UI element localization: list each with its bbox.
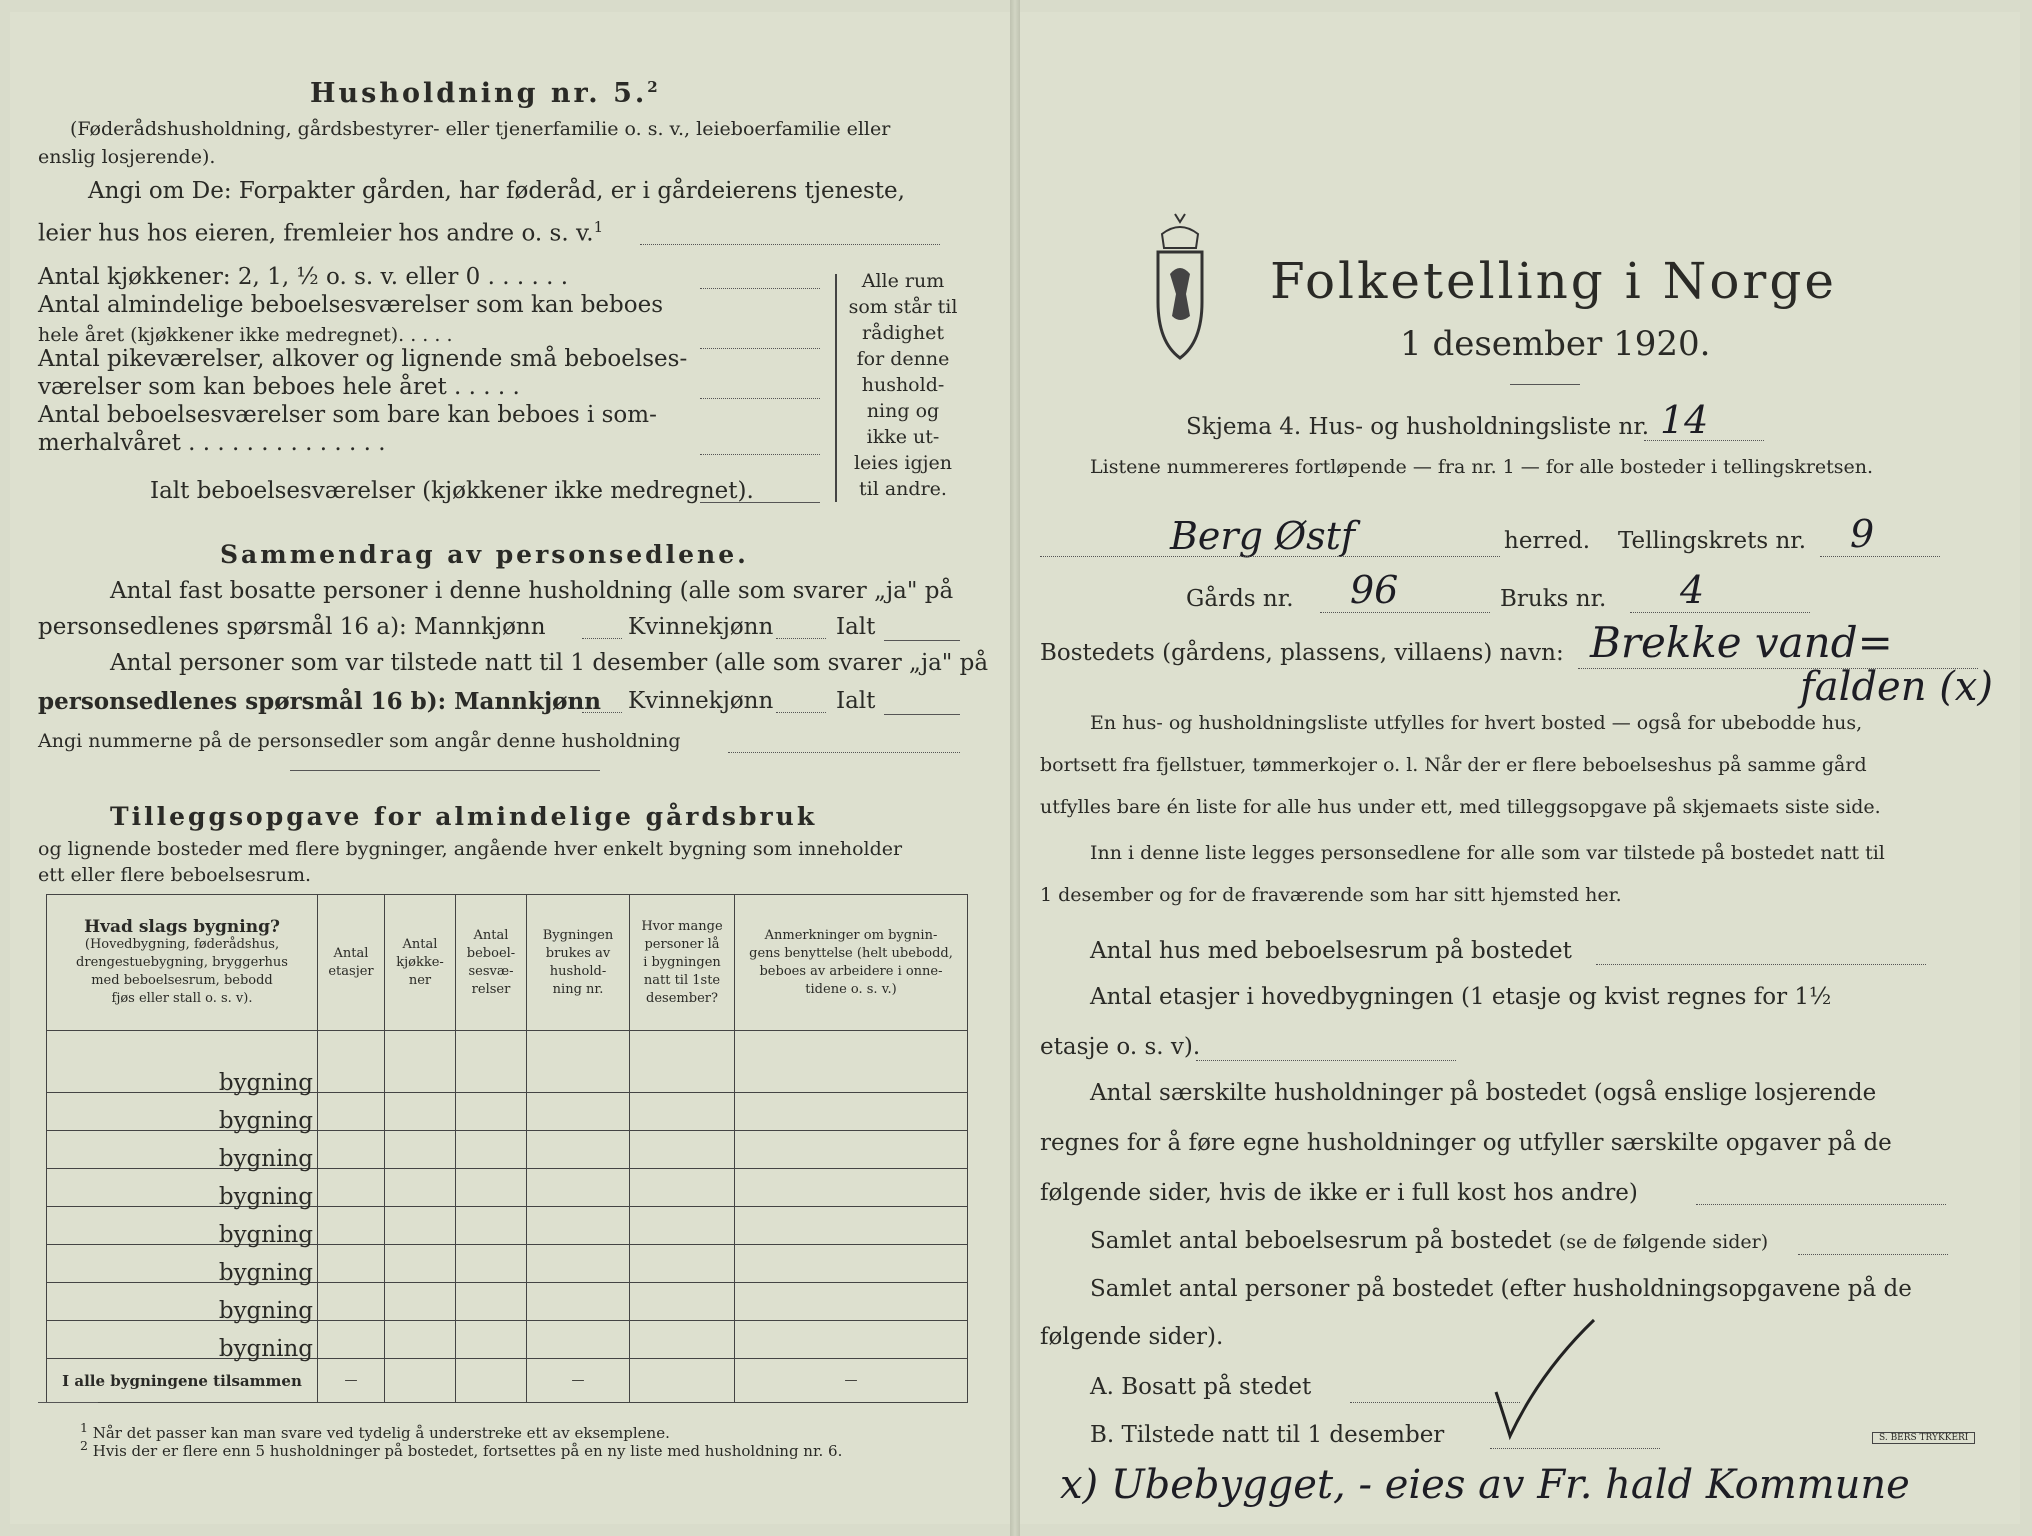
gards-label: Gårds nr.	[1186, 586, 1294, 612]
household-note-2: enslig losjerende).	[38, 146, 216, 168]
rooms-maid-1: Antal pikeværelser, alkover og lignende små beboelses-	[38, 346, 688, 372]
q-etasjer-2: etasje o. s. v).	[1040, 1034, 1201, 1060]
household-heading: Husholdning nr. 5.$^2$	[310, 78, 661, 109]
building-cell-anmerkninger[interactable]	[735, 1169, 968, 1207]
herred-line[interactable]	[1040, 556, 1500, 557]
total-row-label: I alle bygningene tilsammen	[47, 1359, 318, 1403]
building-cell-beboelsesv[interactable]	[456, 1093, 527, 1131]
rooms-kitchens: Antal kjøkkener: 2, 1, ½ o. s. v. eller 0 . . . . . .	[38, 264, 569, 290]
krets-label: Tellingskrets nr.	[1618, 528, 1807, 554]
building-row	[47, 1245, 968, 1283]
men-2-line[interactable]	[582, 712, 622, 713]
building-cell-anmerkninger[interactable]	[735, 1283, 968, 1321]
building-cell-personer[interactable]	[630, 1093, 735, 1131]
summary-2a: Antal personer som var tilstede natt til 1 desember (alle som svarer „ja" på	[110, 650, 989, 676]
building-cell-etasjer[interactable]	[318, 1283, 385, 1321]
building-row	[47, 1031, 968, 1093]
building-cell-kjokkener[interactable]	[385, 1321, 456, 1359]
building-cell-etasjer[interactable]	[318, 1093, 385, 1131]
building-cell-etasjer[interactable]	[318, 1031, 385, 1093]
rooms-brace	[835, 274, 837, 502]
building-row	[47, 1283, 968, 1321]
q-hush-3: følgende sider, hvis de ikke er i full kost hos andre)	[1040, 1180, 1638, 1206]
schema-number-hand: 14	[1660, 398, 1709, 442]
women-1-line[interactable]	[776, 638, 826, 639]
right-page	[1020, 12, 2020, 1524]
building-cell-beboelsesv[interactable]	[456, 1283, 527, 1321]
bosted-value-hand-1: Brekke vand=	[1590, 618, 1893, 667]
rooms-summer-1: Antal beboelsesværelser som bare kan beboes i som-	[38, 402, 657, 428]
building-cell-anmerkninger[interactable]	[735, 1207, 968, 1245]
building-cell-type[interactable]: bygning	[47, 1031, 318, 1093]
building-cell-etasjer[interactable]	[318, 1131, 385, 1169]
building-cell-personer[interactable]	[630, 1131, 735, 1169]
building-cell-kjokkener[interactable]	[385, 1283, 456, 1321]
coat-of-arms-icon	[1150, 212, 1210, 362]
total-2-line[interactable]	[884, 714, 960, 715]
building-cell-brukes[interactable]	[527, 1283, 630, 1321]
census-date: 1 desember 1920.	[1400, 324, 1711, 364]
building-cell-kjokkener[interactable]	[385, 1207, 456, 1245]
building-cell-kjokkener[interactable]	[385, 1131, 456, 1169]
intro-1: En hus- og husholdningsliste utfylles for hvert bosted — også for ubebodde hus,	[1090, 712, 1863, 734]
building-cell-kjokkener[interactable]	[385, 1245, 456, 1283]
maid-answer-line[interactable]	[700, 398, 820, 399]
rooms-ordinary-2: hele året (kjøkkener ikke medregnet). . . . .	[38, 324, 453, 346]
building-cell-type[interactable]: bygning	[47, 1169, 318, 1207]
gards-line[interactable]	[1320, 612, 1490, 613]
title-rule	[1510, 384, 1580, 385]
women-1-label: Kvinnekjønn	[628, 614, 774, 640]
q-pers-2: følgende sider).	[1040, 1324, 1224, 1350]
intro-2: bortsett fra fjellstuer, tømmerkojer o. l. Når der er flere beboelseshus på samme gård	[1040, 754, 1867, 776]
bruks-number-hand: 4	[1680, 568, 1705, 612]
total-personer[interactable]	[630, 1359, 735, 1403]
building-row	[47, 1169, 968, 1207]
intro-4: Inn i denne liste legges personsedlene for alle som var tilstede på bostedet natt til	[1090, 842, 1885, 864]
building-cell-anmerkninger[interactable]	[735, 1321, 968, 1359]
left-page	[10, 12, 1010, 1524]
building-cell-personer[interactable]	[630, 1283, 735, 1321]
building-row	[47, 1321, 968, 1359]
building-cell-brukes[interactable]	[527, 1031, 630, 1093]
footnote-rule	[38, 1402, 98, 1403]
building-cell-beboelsesv[interactable]	[456, 1207, 527, 1245]
q-hush-line[interactable]	[1696, 1204, 1946, 1205]
bosted-line[interactable]	[1578, 668, 1978, 669]
summary-1a: Antal fast bosatte personer i denne husholdning (alle som svarer „ja" på	[110, 578, 954, 604]
bruks-label: Bruks nr.	[1500, 586, 1607, 612]
intro-3: utfylles bare én liste for alle hus under ett, med tilleggsopgave på skjemaets siste side.	[1040, 796, 1881, 818]
women-2-label: Kvinnekjønn	[628, 688, 774, 714]
schema-number-line[interactable]	[1644, 440, 1764, 441]
building-row	[47, 1207, 968, 1245]
col-personer-header: Hvor mange personer lå i bygningen natt til 1ste desember?	[630, 895, 735, 1031]
total-beboelsesv[interactable]	[456, 1359, 527, 1403]
schema-note: Listene nummereres fortløpende — fra nr. 1 — for alle bosteder i tellingskretsen.	[1090, 456, 1874, 478]
building-cell-brukes[interactable]	[527, 1169, 630, 1207]
q-hus-line[interactable]	[1596, 964, 1926, 965]
q-etasjer-1: Antal etasjer i hovedbygningen (1 etasje og kvist regnes for 1½	[1090, 984, 1832, 1010]
census-title: Folketelling i Norge	[1270, 252, 1837, 310]
bosted-label: Bostedets (gårdens, plassens, villaens) navn:	[1040, 640, 1564, 666]
summary-2b: personsedlenes spørsmål 16 b): Mannkjønn	[38, 688, 601, 715]
building-cell-type[interactable]: bygning	[47, 1245, 318, 1283]
building-cell-beboelsesv[interactable]	[456, 1321, 527, 1359]
building-cell-personer[interactable]	[630, 1245, 735, 1283]
rooms-total-label: Ialt beboelsesværelser (kjøkkener ikke medregnet).	[150, 478, 754, 504]
b-tilstede: B. Tilstede natt til 1 desember	[1090, 1422, 1445, 1448]
section-divider	[290, 770, 600, 771]
footer-hand-note: x) Ubebygget, - eies av Fr. hald Kommune	[1060, 1462, 1910, 1508]
footnote-1: $^1$ Når det passer kan man svare ved tydelig å understreke ett av eksemplene.	[80, 1420, 670, 1442]
total-anmerkninger: —	[735, 1359, 968, 1403]
building-row	[47, 1093, 968, 1131]
building-cell-beboelsesv[interactable]	[456, 1245, 527, 1283]
building-cell-etasjer[interactable]	[318, 1169, 385, 1207]
household-note-1: (Føderådshusholdning, gårdsbestyrer- eller tjenerfamilie o. s. v., leieboerfamilie eller	[70, 118, 891, 140]
ordinary-answer-line[interactable]	[700, 348, 820, 349]
nummerne-line[interactable]	[728, 752, 960, 753]
intro-5: 1 desember og for de fraværende som har sitt hjemsted her.	[1040, 884, 1622, 906]
building-cell-type[interactable]: bygning	[47, 1093, 318, 1131]
q-hush-1: Antal særskilte husholdninger på bostedet (også enslige losjerende	[1090, 1080, 1877, 1106]
col-anmerkninger-header: Anmerkninger om bygnin- gens benyttelse (helt ubebodd, beboes av arbeidere i onne- tidene o. s. v.)	[735, 895, 968, 1031]
summary-1b: personsedlenes spørsmål 16 a): Mannkjønn	[38, 614, 546, 640]
building-cell-anmerkninger[interactable]	[735, 1245, 968, 1283]
building-cell-personer[interactable]	[630, 1169, 735, 1207]
col-kjokkener-header: Antal kjøkke- ner	[385, 895, 456, 1031]
angi-line-1: Angi om De: Forpakter gården, har føderåd, er i gårdeierens tjeneste,	[88, 178, 905, 204]
angi-nummerne: Angi nummerne på de personsedler som angår denne husholdning	[38, 730, 681, 752]
kitchens-answer-line[interactable]	[700, 288, 820, 289]
building-cell-beboelsesv[interactable]	[456, 1031, 527, 1093]
rooms-maid-2: værelser som kan beboes hele året . . . . .	[38, 374, 520, 400]
page-fold	[1010, 0, 1020, 1536]
col-beboelsesv-header: Antal beboel- sesvæ- relser	[456, 895, 527, 1031]
col-etasjer-header: Antal etasjer	[318, 895, 385, 1031]
q-etasjer-line[interactable]	[1196, 1060, 1456, 1061]
building-cell-beboelsesv[interactable]	[456, 1131, 527, 1169]
building-cell-type[interactable]: bygning	[47, 1207, 318, 1245]
q-rum-line[interactable]	[1798, 1254, 1948, 1255]
a-bosatt: A. Bosatt på stedet	[1090, 1374, 1312, 1400]
krets-line[interactable]	[1820, 556, 1940, 557]
building-cell-type[interactable]: bygning	[47, 1131, 318, 1169]
building-cell-etasjer[interactable]	[318, 1207, 385, 1245]
building-cell-brukes[interactable]	[527, 1131, 630, 1169]
angi-answer-line[interactable]	[640, 244, 940, 245]
gards-number-hand: 96	[1350, 568, 1399, 612]
q-pers-1: Samlet antal personer på bostedet (efter husholdningsopgavene på de	[1090, 1276, 1912, 1302]
q-hus: Antal hus med beboelsesrum på bostedet	[1090, 938, 1572, 964]
brace-note: Alle rum som står til rådighet for denne hushold- ning og ikke ut- leies igjen til andre.	[848, 270, 958, 500]
building-cell-etasjer[interactable]	[318, 1321, 385, 1359]
summary-heading: Sammendrag av personsedlene.	[220, 540, 749, 569]
rooms-ordinary-1: Antal almindelige beboelsesværelser som kan beboes	[38, 292, 664, 318]
q-hush-2: regnes for å føre egne husholdninger og utfyller særskilte opgaver på de	[1040, 1130, 1892, 1156]
building-cell-anmerkninger[interactable]	[735, 1093, 968, 1131]
building-cell-brukes[interactable]	[527, 1321, 630, 1359]
building-cell-brukes[interactable]	[527, 1093, 630, 1131]
women-2-line[interactable]	[776, 712, 826, 713]
men-1-line[interactable]	[582, 638, 622, 639]
bruks-line[interactable]	[1630, 612, 1810, 613]
checkmark-icon	[1490, 1312, 1610, 1442]
building-row	[47, 1131, 968, 1169]
building-cell-kjokkener[interactable]	[385, 1093, 456, 1131]
col-type-header: Hvad slags bygning? (Hovedbygning, føderådshus, drengestuebygning, bryggerhus med beboelsesrum, bebodd fjøs eller stall o. s. v).	[47, 895, 318, 1031]
herred-value-hand: Berg Østf	[1170, 514, 1355, 558]
rooms-total-line[interactable]	[700, 502, 820, 503]
building-cell-kjokkener[interactable]	[385, 1169, 456, 1207]
bosted-value-hand-2: falden (x)	[1800, 664, 1993, 710]
building-cell-beboelsesv[interactable]	[456, 1169, 527, 1207]
q-rum: Samlet antal beboelsesrum på bostedet (se de følgende sider)	[1090, 1228, 1769, 1254]
building-cell-personer[interactable]	[630, 1321, 735, 1359]
building-cell-type[interactable]: bygning	[47, 1321, 318, 1359]
building-cell-anmerkninger[interactable]	[735, 1131, 968, 1169]
supplement-note-2: ett eller flere beboelsesrum.	[38, 864, 312, 886]
total-etasjer: —	[318, 1359, 385, 1403]
rooms-summer-2: merhalvåret . . . . . . . . . . . . . .	[38, 430, 386, 456]
building-cell-etasjer[interactable]	[318, 1245, 385, 1283]
building-cell-anmerkninger[interactable]	[735, 1031, 968, 1093]
supplement-heading: Tilleggsopgave for almindelige gårdsbruk	[110, 802, 818, 831]
building-cell-type[interactable]: bygning	[47, 1283, 318, 1321]
total-1-label: Ialt	[836, 614, 876, 640]
krets-number-hand: 9	[1850, 512, 1875, 556]
col-brukes-header: Bygningen brukes av hushold- ning nr.	[527, 895, 630, 1031]
building-cell-kjokkener[interactable]	[385, 1031, 456, 1093]
supplement-note-1: og lignende bosteder med flere bygninger, angående hver enkelt bygning som inneholder	[38, 838, 903, 860]
total-2-label: Ialt	[836, 688, 876, 714]
printer-stamp: S. BERS TRYKKERI	[1872, 1432, 1975, 1444]
b-tilstede-line[interactable]	[1490, 1448, 1660, 1449]
summer-answer-line[interactable]	[700, 454, 820, 455]
building-cell-brukes[interactable]	[527, 1245, 630, 1283]
footnote-2: $^2$ Hvis der er flere enn 5 husholdninger på bostedet, fortsettes på en ny liste med husholdning nr. 6.	[80, 1438, 843, 1460]
total-1-line[interactable]	[884, 640, 960, 641]
schema-label: Skjema 4. Hus- og husholdningsliste nr.	[1186, 414, 1650, 440]
building-cell-personer[interactable]	[630, 1207, 735, 1245]
building-cell-brukes[interactable]	[527, 1207, 630, 1245]
angi-line-2: leier hus hos eieren, fremleier hos andre o. s. v.$^1$	[38, 218, 604, 247]
building-cell-personer[interactable]	[630, 1031, 735, 1093]
herred-label: herred.	[1504, 528, 1591, 554]
total-brukes: —	[527, 1359, 630, 1403]
buildings-table	[46, 894, 968, 1403]
total-kjokkener[interactable]	[385, 1359, 456, 1403]
